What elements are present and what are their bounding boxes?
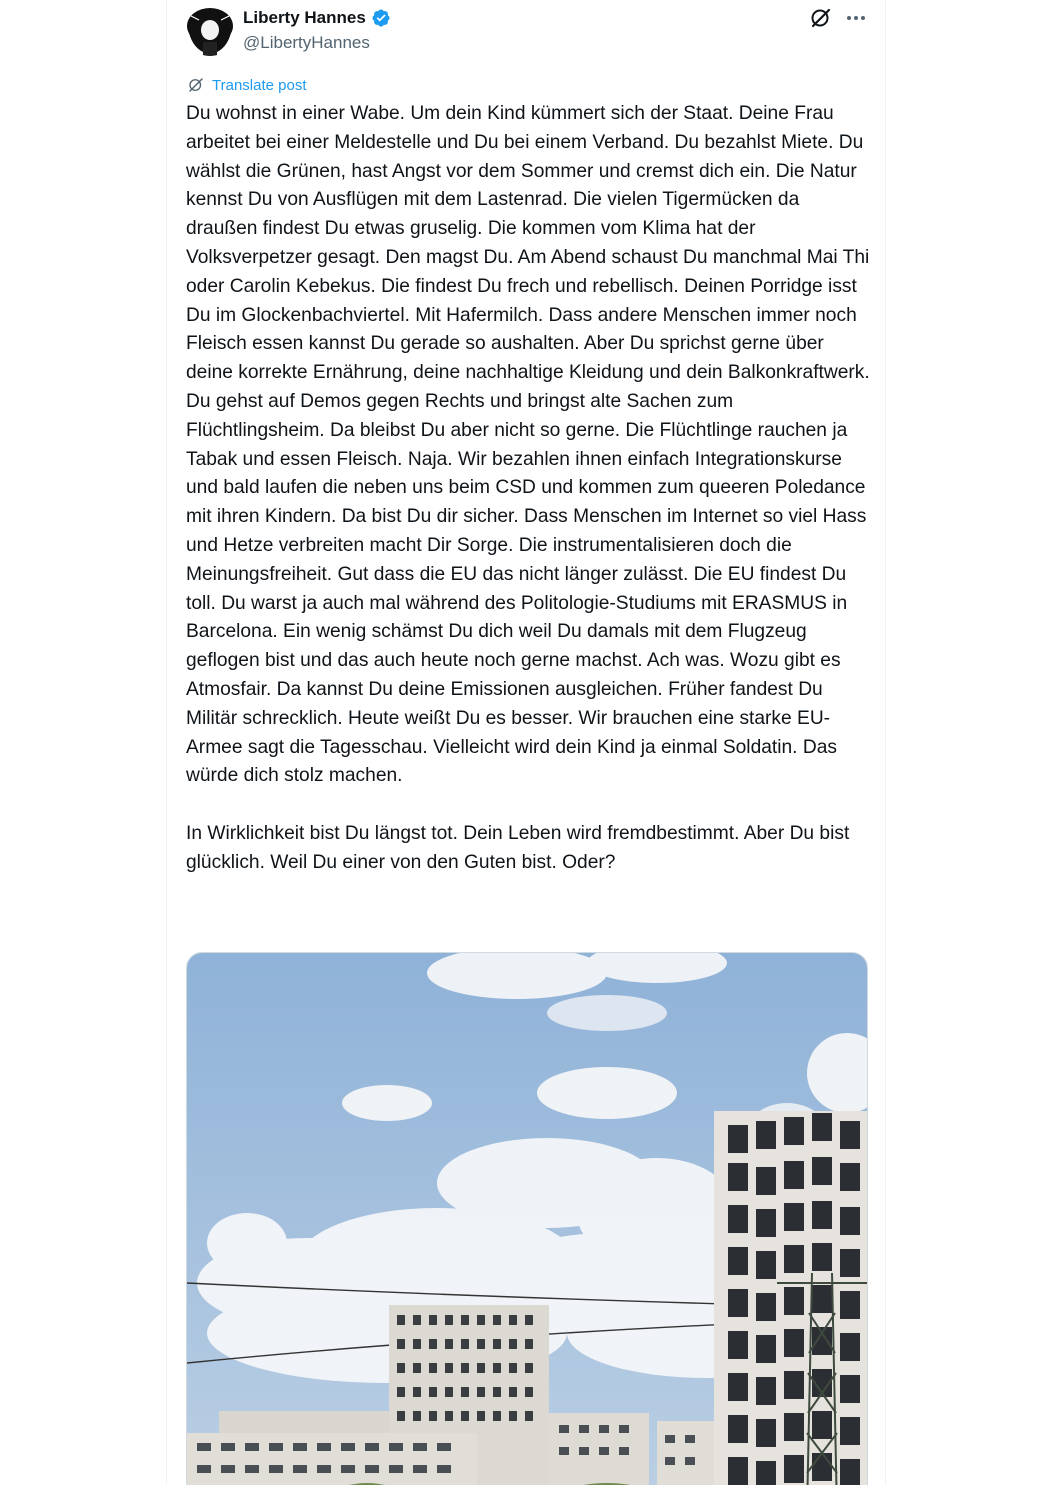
post-paragraph-2: In Wirklichkeit bist Du längst tot. Dein Leben wird fremdbestimmt. Aber Du bist glücklich. Weil Du einer von den Guten bist. Oder? — [186, 822, 855, 873]
translate-post-label: Translate post — [212, 76, 307, 94]
verified-badge-icon — [371, 8, 391, 28]
author-handle[interactable]: @LibertyHannes — [243, 33, 370, 52]
avatar[interactable] — [185, 6, 235, 56]
post-photo[interactable] — [186, 952, 868, 1485]
grok-translate-icon — [187, 76, 205, 94]
more-icon[interactable] — [843, 6, 869, 30]
author-name[interactable]: Liberty Hannes — [243, 8, 366, 27]
author-name-row — [243, 8, 391, 28]
post-text — [186, 100, 876, 878]
avatar-image — [185, 6, 235, 56]
tweet-card — [166, 0, 886, 1485]
grok-icon[interactable] — [809, 6, 833, 30]
photo-image — [187, 953, 867, 1485]
post-paragraph-1: Du wohnst in einer Wabe. Um dein Kind kümmert sich der Staat. Deine Frau arbeitet bei einer Meldestelle und Du bei einem Verband. Du bezahlst Miete. Du wählst die Grünen, hast Angst vor dem Sommer und cremst dich ein. Die Natur kennst Du von Ausflügen mit dem Lastenrad. Die vielen Tigermücken da draußen findest Du etwas gruselig. Die kommen vom Klima hat der Volksverpetzer gesagt. Den magst Du. Am Abend schaust Du manchmal Mai Thi oder Carolin Kebekus. Die findest Du frech und rebellisch. Deinen Porridge isst Du im Glockenbachviertel. Mit Hafermilch. Dass andere Menschen immer noch Fleisch essen kannst Du gerade so aushalten. Aber Du sprichst gerne über deine korrekte Ernährung, deine nachhaltige Kleidung und dein Balkonkraftwerk. Du gehst auf Demos gegen Rechts und bringst alte Sachen zum Flüchtlingsheim. Da bleibst Du aber nicht so gerne. Die Flüchtlinge rauchen ja Tabak und essen Fleisch. Naja. Wir bezahlen ihnen einfach Integrationskurse und bald laufen die neben uns beim CSD und kommen zum queeren Poledance mit ihren Kindern. Da bist Du dir sicher. Dass Menschen im Internet so viel Hass und Hetze verbreiten macht Dir Sorge. Die instrumentalisieren doch die Meinungsfreiheit. Gut dass die EU das nicht länger zulässt. Die EU findest Du toll. Du warst ja auch mal während des Politologie-Studiums mit ERASMUS in Barcelona. Ein wenig schämst Du dich weil Du damals mit dem Flugzeug geflogen bist und das auch heute noch gerne machst. Ach was. Wozu gibt es Atmosfair. Da kannst Du deine Emissionen ausgleichen. Früher fandest Du Militär schrecklich. Heute weißt Du es besser. Wir brauchen eine starke EU-Armee sagt die Tagesschau. Vielleicht wird dein Kind ja einmal Soldatin. Das würde dich stolz machen. — [186, 103, 876, 787]
translate-post-link[interactable] — [187, 76, 307, 94]
